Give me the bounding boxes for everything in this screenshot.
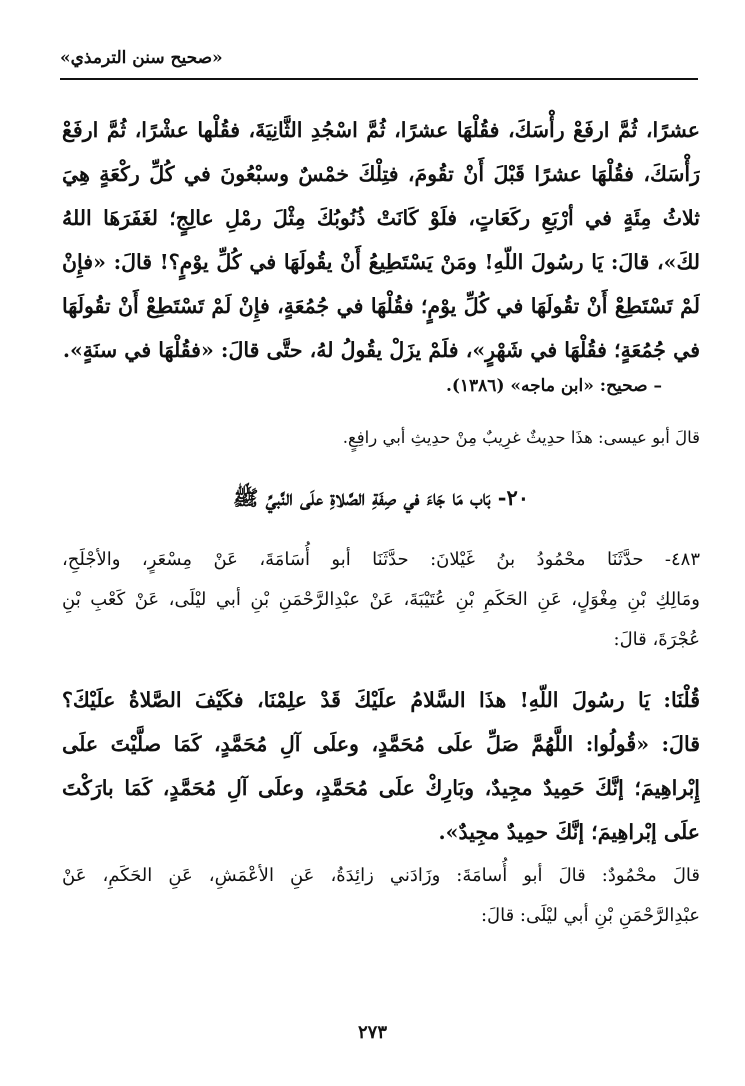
- text-line: في جُمُعَةٍ؛ فقُلْهَا في شَهْرٍ»، فلَمْ يزَلْ يقُولُ لهُ، حتَّى قالَ: «فقُلْهَا في سنَةٍ».: [62, 338, 700, 362]
- page-number: ٢٧٣: [357, 1022, 387, 1043]
- text-line: رَأْسَكَ، فقُلْهَا عشرًا قَبْلَ أَنْ تقُومَ، فتِلْكَ خمْسٌ وسبْعُونَ في كُلِّ ركْعَةٍ هِيَ: [62, 162, 700, 186]
- isnad-483: [62, 540, 700, 660]
- text-line: قُلْنَا: يَا رسُولَ اللّهِ! هذَا السَّلامُ علَيْكَ قَدْ علِمْنَا، فكَيْفَ الصَّلاةُ علَيْكَ؟: [62, 688, 700, 712]
- mahmud-note: [62, 856, 700, 936]
- text-line: عُجْرَةَ، قالَ:: [613, 629, 700, 650]
- header-rule: [60, 78, 698, 80]
- abu-isa-note: [62, 420, 700, 456]
- text-line: لكَ»، قالَ: يَا رسُولَ اللّهِ! ومَنْ يَسْتَطِيعُ أَنْ يقُولَهَا في كُلِّ يوْمٍ؟! قالَ: «فإِنْ: [62, 250, 700, 274]
- text-line: إِبْراهِيمَ؛ إنَّكَ حَمِيدٌ مجِيدٌ، وبَارِكْ علَى مُحَمَّدٍ، وعلَى آلِ مُحَمَّدٍ، كَمَا بارَكْتَ: [62, 776, 700, 800]
- text-line: قالَ: «قُولُوا: اللَّهُمَّ صَلِّ علَى مُحَمَّدٍ، وعلَى آلِ مُحَمَّدٍ، كَمَا صلَّيْتَ علَى: [62, 732, 700, 756]
- text-line: ثلاثُ مِئَةٍ في أرْبَعِ ركَعَاتٍ، فلَوْ كَانَتْ ذُنُوبُكَ مِثْلَ رمْلِ عالِجٍ؛ لغَفَرَهَا اللهُ: [62, 206, 700, 230]
- text-line: قالَ أبو عيسى: هذَا حدِيثٌ غرِيبٌ مِنْ حدِيثِ أبي رافِعٍ.: [342, 428, 700, 447]
- hadith-482-ending: [62, 108, 700, 372]
- text-line: قالَ محْمُودٌ: قالَ أبو أُسامَةَ: وزَادَني زائِدَةُ، عَنِ الأعْمَشِ، عَنِ الحَكَمِ، عَنْ: [62, 865, 700, 886]
- text-line: عبْدِالرَّحْمَنِ بْنِ أبي ليْلَى: قالَ:: [480, 905, 700, 926]
- text-line: ٤٨٣- حدَّثَنَا محْمُودُ بنُ غَيْلانَ: حدَّثَنَا أبو أُسَامَةَ، عَنْ مِسْعَرٍ، والأجْلَحِ،: [62, 549, 700, 570]
- running-header: [60, 44, 698, 84]
- matn-483: [62, 678, 700, 854]
- text-line: ومَالِكِ بْنِ مِغْوَلٍ، عَنِ الحَكَمِ بْنِ عُتَيْبَةَ، عَنْ عبْدِالرَّحْمَنِ بْنِ أبي ليْلَى، عَنْ كَعْبِ بْنِ: [62, 589, 700, 610]
- chapter-title: ٢٠- بَاب مَا جَاءَ في صِفَةِ الصَّلاةِ علَى النَّبيِّ ﷺ: [232, 485, 530, 510]
- hadith-grade: – صحيح: «ابن ماجه» (١٣٨٦).: [445, 376, 662, 396]
- text-line: لَمْ تَسْتَطِعْ أَنْ تقُولَهَا في كُلِّ يوْمٍ؛ فقُلْهَا في جُمُعَةٍ، فإِنْ لَمْ تَسْتَطِعْ أَنْ تقُولَهَا: [62, 294, 700, 318]
- text-line: عشرًا، ثُمَّ ارفَعْ رأْسَكَ، فقُلْهَا عشرًا، ثُمَّ اسْجُدِ الثَّانِيَةَ، فقُلْها عشْرًا، ثُمَّ ارفَعْ: [62, 118, 700, 142]
- text-line: علَى إبْراهِيمَ؛ إنَّكَ حمِيدٌ مجِيدٌ».: [438, 820, 700, 844]
- header-title: «صحيح سنن الترمذي»: [60, 48, 223, 68]
